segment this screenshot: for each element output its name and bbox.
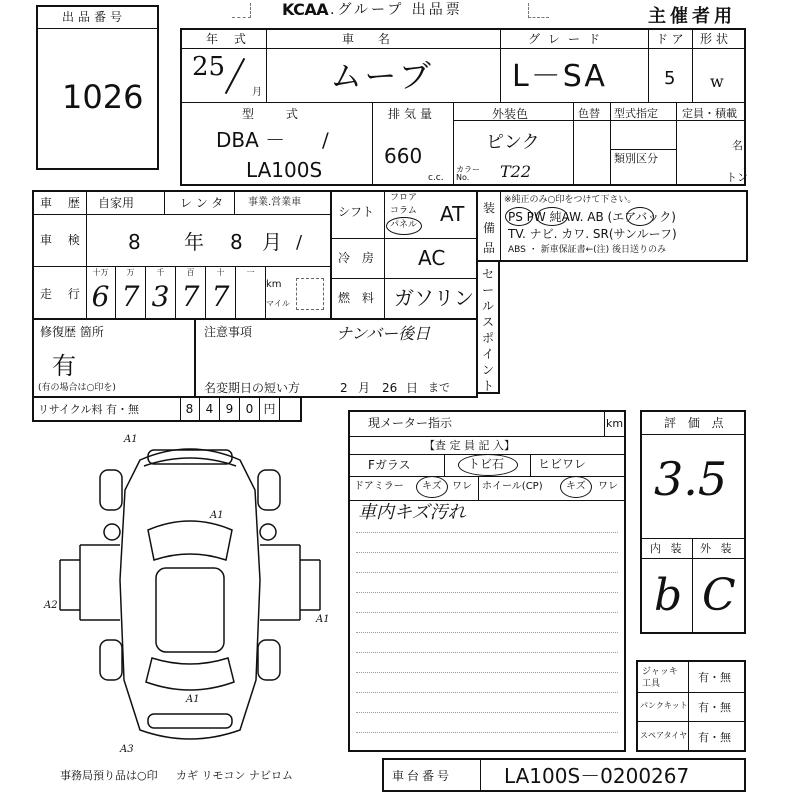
model-slash: / bbox=[322, 128, 329, 152]
inspection-tick: / bbox=[296, 232, 303, 253]
model-prefix: DBA － bbox=[216, 128, 286, 152]
color-code-label: カラー No. bbox=[456, 165, 480, 182]
history-table bbox=[32, 190, 332, 320]
mirror-scratch: キズ bbox=[422, 481, 442, 492]
ruled-line bbox=[356, 552, 618, 553]
meter-label: 現メーター指示 bbox=[368, 416, 453, 430]
fuel-label: 燃 料 bbox=[338, 291, 378, 305]
deadline-suffix: まで bbox=[428, 381, 450, 394]
left-mirror bbox=[104, 524, 120, 540]
chip-circle bbox=[458, 454, 518, 476]
mileage-digit: 7 bbox=[181, 280, 200, 313]
notes-value: ナンバー後日 bbox=[336, 324, 431, 343]
evaluation-label: 評 価 点 bbox=[664, 416, 728, 430]
sheet-title: .グループ 出品票 bbox=[330, 2, 463, 18]
right-side-panel bbox=[260, 545, 320, 620]
windshield bbox=[148, 521, 232, 560]
ruled-line bbox=[356, 572, 618, 573]
cc-label: c.c. bbox=[428, 173, 444, 183]
inspector-comment: 車内キズ汚れ bbox=[358, 502, 466, 523]
inspection-month-unit: 月 bbox=[262, 230, 282, 254]
office-note: 事務局預り品は○印 bbox=[60, 769, 158, 782]
ab-circle bbox=[626, 207, 654, 226]
mileage-unit-mile: マイル bbox=[266, 299, 290, 308]
car-name: ムーブ bbox=[330, 57, 435, 95]
accessory-jack-label: ジャッキ 工具 bbox=[642, 667, 678, 689]
repair-box bbox=[32, 318, 196, 398]
model-code: LA100S bbox=[246, 158, 323, 182]
wheel-crack: ワレ bbox=[598, 481, 618, 492]
mileage-place-label: 万 bbox=[126, 268, 135, 277]
recycle-box bbox=[32, 396, 302, 422]
inspection-year: 8 bbox=[128, 230, 141, 254]
aircon-label: 冷 房 bbox=[338, 251, 378, 265]
chassis-label: 車台番号 bbox=[392, 769, 453, 783]
repair-note: (有の場合は○印を) bbox=[38, 383, 116, 393]
pw-circle bbox=[536, 207, 568, 226]
ruled-line bbox=[356, 732, 618, 733]
brand-logo: KCAA bbox=[282, 0, 329, 19]
repair-value: 有 bbox=[52, 352, 76, 380]
interior-label: 内 装 bbox=[650, 542, 685, 555]
meter-unit: km bbox=[606, 417, 624, 430]
deadline-month: 2 bbox=[340, 381, 348, 395]
mileage-label: 走 行 bbox=[40, 287, 86, 301]
drivetrain-table bbox=[330, 190, 478, 320]
rear-right-wheel bbox=[258, 640, 280, 680]
mileage-grid bbox=[86, 266, 330, 318]
wheel-scratch-circle bbox=[560, 476, 592, 498]
equipment-vertical-label: 装備品 bbox=[483, 201, 496, 255]
color-code-value: T22 bbox=[500, 162, 532, 181]
shift-option-floor: フロア bbox=[390, 193, 418, 203]
ruled-line bbox=[356, 652, 618, 653]
chassis-box bbox=[382, 758, 746, 792]
notes-label: 注意事項 bbox=[204, 325, 253, 339]
organizer-label: 主催者用 bbox=[648, 6, 736, 27]
rear-window bbox=[146, 658, 234, 690]
recycle-label: リサイクル料 有・無 bbox=[38, 403, 139, 416]
mileage-place-label: 十万 bbox=[92, 268, 109, 277]
deadline-month-unit: 月 bbox=[358, 381, 371, 395]
mileage-cell bbox=[236, 266, 266, 318]
mileage-place-label: 千 bbox=[156, 268, 165, 277]
lot-number: 1026 bbox=[62, 78, 144, 116]
sales-point-box bbox=[476, 260, 500, 394]
recycle-digit: 9 bbox=[220, 398, 240, 420]
mileage-cell bbox=[176, 266, 206, 318]
mileage-digit: 3 bbox=[151, 280, 170, 313]
right-mirror bbox=[260, 524, 276, 540]
accessory-jack-value: 有・無 bbox=[698, 671, 731, 684]
mileage-digit: 7 bbox=[211, 280, 230, 313]
mark-front: A1 bbox=[124, 434, 138, 445]
equipment-line-3: ABS ・ 新車保証書←(注) 後日送りのみ bbox=[508, 245, 667, 255]
inspection-month: 8 bbox=[230, 230, 243, 254]
capacity-unit: 名 bbox=[732, 139, 743, 152]
shift-option-panel: パネル bbox=[390, 220, 418, 230]
left-side-panel bbox=[60, 545, 120, 620]
mileage-place-label: 一 bbox=[246, 268, 255, 277]
history-option-business: 事業.営業車 bbox=[248, 197, 302, 208]
equipment-line-1: PS PW 純AW. AB (エアバック) bbox=[508, 210, 676, 224]
mileage-digit: 7 bbox=[121, 280, 140, 313]
fuel-value: ガソリン bbox=[394, 286, 474, 310]
deadline-day: 26 bbox=[382, 381, 398, 395]
displacement-value: 660 bbox=[384, 144, 423, 168]
mark-right-side: A1 bbox=[316, 614, 330, 625]
grade-label: グレード bbox=[528, 32, 609, 46]
ruled-line bbox=[356, 672, 618, 673]
accessory-spare-value: 有・無 bbox=[698, 731, 731, 744]
color-label: 外装色 bbox=[492, 107, 529, 121]
displacement-label: 排気量 bbox=[388, 107, 437, 121]
car-name-label: 車 名 bbox=[342, 32, 400, 46]
shape-label: 形状 bbox=[700, 32, 733, 46]
shift-label: シフト bbox=[338, 205, 375, 219]
wheel-label: ホイール(CP) bbox=[482, 481, 543, 492]
doors-label: ドア bbox=[656, 32, 688, 46]
car-damage-diagram bbox=[40, 430, 340, 760]
shift-value: AT bbox=[440, 202, 465, 226]
exterior-label: 外 装 bbox=[700, 542, 735, 555]
ruled-line bbox=[356, 612, 618, 613]
ruled-line bbox=[356, 532, 618, 533]
shift-option-column: コラム bbox=[390, 206, 417, 216]
mileage-place-label: 百 bbox=[186, 268, 195, 277]
history-option-rental: レンタ bbox=[180, 196, 228, 210]
equipment-note: ※純正のみ○印をつけて下さい。 bbox=[504, 195, 637, 205]
mileage-cell bbox=[86, 266, 116, 318]
deadline-label: 名変期日の短い方 bbox=[204, 381, 301, 395]
recycle-grid bbox=[180, 398, 300, 420]
front-left-wheel bbox=[100, 470, 122, 510]
interior-grade: b bbox=[654, 570, 683, 621]
recycle-digit: 4 bbox=[200, 398, 220, 420]
inspector-box bbox=[348, 410, 626, 752]
rear-left-wheel bbox=[100, 640, 122, 680]
deadline-day-unit: 日 bbox=[406, 381, 419, 395]
ruled-line bbox=[356, 592, 618, 593]
notes-box bbox=[194, 318, 478, 398]
mileage-cell bbox=[206, 266, 236, 318]
inspection-year-unit: 年 bbox=[184, 230, 204, 254]
accessory-puncture-value: 有・無 bbox=[698, 701, 731, 714]
mileage-cell bbox=[146, 266, 176, 318]
history-option-private: 自家用 bbox=[98, 196, 135, 210]
chassis-number: LA100S－0200267 bbox=[504, 764, 690, 788]
ruled-line bbox=[356, 712, 618, 713]
equipment-box bbox=[476, 190, 748, 262]
history-label: 車 歴 bbox=[40, 196, 86, 210]
front-right-wheel bbox=[258, 470, 280, 510]
office-items: カギ リモコン ナビロム bbox=[176, 769, 293, 782]
ruled-lines bbox=[350, 522, 624, 750]
mark-left-side: A2 bbox=[44, 600, 58, 611]
capacity-label: 定員・積載 bbox=[682, 107, 737, 120]
panel-circle bbox=[386, 217, 422, 235]
lot-number-box bbox=[36, 5, 159, 170]
color-change-label: 色替 bbox=[578, 107, 600, 120]
mileage-digit: 6 bbox=[91, 280, 110, 313]
ruled-line bbox=[356, 632, 618, 633]
vehicle-table bbox=[180, 28, 746, 186]
year-label: 年 式 bbox=[206, 32, 252, 46]
year-slash bbox=[225, 58, 246, 94]
exterior-grade: C bbox=[702, 570, 736, 621]
shape-value: w bbox=[710, 72, 724, 91]
recycle-digit: 0 bbox=[240, 398, 260, 420]
ps-circle bbox=[505, 207, 533, 226]
lot-number-label: 出品番号 bbox=[62, 10, 127, 24]
rear-bumper bbox=[148, 714, 232, 728]
corner-mark-left bbox=[232, 3, 251, 18]
year-value: 25 bbox=[192, 52, 226, 82]
crack-label: ヒビワレ bbox=[538, 457, 587, 471]
type-spec-label: 型式指定 bbox=[614, 107, 658, 120]
mirror-scratch-circle bbox=[416, 476, 448, 498]
accessory-spare-label: スペアタイヤ bbox=[640, 731, 688, 740]
windshield-label: Fガラス bbox=[368, 458, 411, 472]
hood-line bbox=[144, 458, 236, 466]
class-label: 類別区分 bbox=[614, 152, 658, 165]
inspector-header: 【査 定 員 記 入】 bbox=[424, 439, 515, 452]
sales-point-label: セールスポイント bbox=[482, 267, 495, 393]
recycle-unit: 円 bbox=[260, 398, 280, 420]
load-unit: トン bbox=[726, 171, 748, 184]
mileage-cell bbox=[116, 266, 146, 318]
doors-value: 5 bbox=[664, 68, 676, 89]
mileage-place-label: 十 bbox=[216, 268, 225, 277]
corner-mark-right bbox=[528, 3, 549, 18]
year-month-unit: 月 bbox=[252, 87, 262, 98]
grade-value: L－SA bbox=[512, 59, 607, 94]
mark-front-right: A1 bbox=[210, 510, 224, 521]
color-value: ピンク bbox=[486, 132, 540, 153]
evaluation-box bbox=[640, 410, 746, 634]
chip-label: トビ石 bbox=[468, 457, 505, 471]
equipment-line-2: TV. ナビ. カワ. SR(サンルーフ) bbox=[508, 227, 677, 241]
accessory-puncture-label: パンクキット bbox=[640, 701, 688, 710]
mark-rear-bumper: A3 bbox=[120, 744, 134, 755]
aircon-value: AC bbox=[418, 246, 446, 270]
model-label: 型 式 bbox=[242, 107, 312, 121]
recycle-digit: 8 bbox=[180, 398, 200, 420]
mark-rear: A1 bbox=[186, 694, 200, 705]
roof bbox=[156, 568, 224, 652]
evaluation-score: 3.5 bbox=[654, 452, 728, 506]
accessories-box bbox=[636, 660, 746, 752]
inspection-label: 車 検 bbox=[40, 233, 86, 247]
mileage-unit-km: km bbox=[266, 279, 282, 290]
ruled-line bbox=[356, 692, 618, 693]
door-mirror-label: ドアミラー bbox=[354, 481, 404, 492]
wheel-scratch: キズ bbox=[566, 481, 586, 492]
mirror-crack: ワレ bbox=[452, 481, 472, 492]
repair-label: 修復歴 箇所 bbox=[40, 325, 104, 339]
mile-checkbox[interactable] bbox=[296, 278, 324, 310]
